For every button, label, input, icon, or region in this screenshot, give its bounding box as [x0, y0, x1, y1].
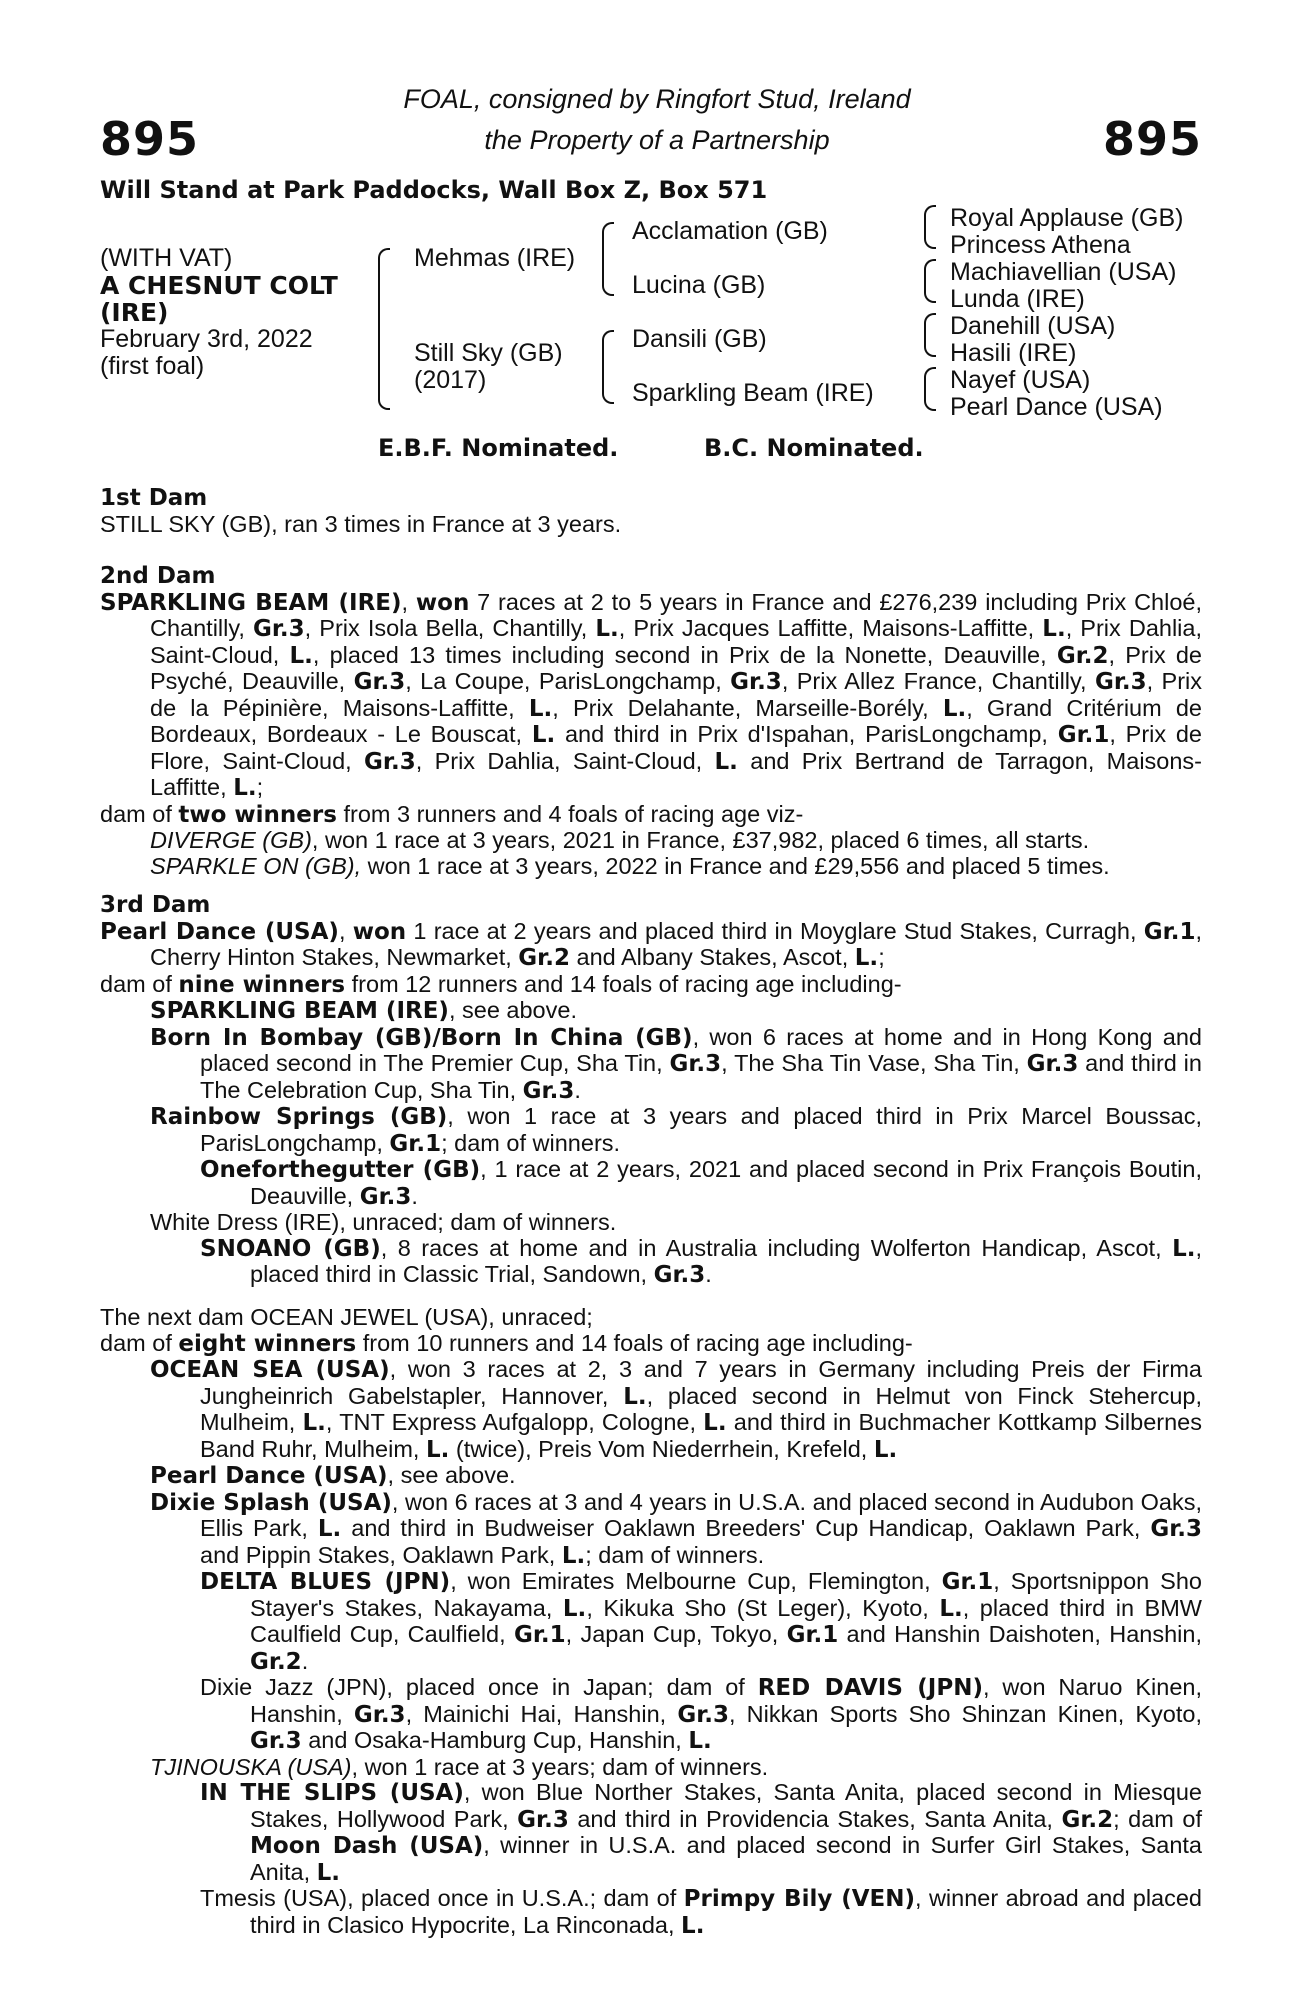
second-dam-heading: 2nd Dam	[100, 563, 216, 589]
produce-sparkling-beam: SPARKLING BEAM (IRE), see above.	[150, 997, 577, 1024]
produce-tmesis: Tmesis (USA), placed once in U.S.A.; dam of Primpy Bily (VEN), winner abroad and placed third in Clasico Hypocrite, La Rinconada, L.	[200, 1885, 1202, 1939]
second-dam-produce-summary: dam of two winners from 3 runners and 4 foals of racing age viz-	[100, 800, 804, 828]
bc-nomination: B.C. Nominated.	[704, 434, 924, 462]
first-dam-section	[100, 486, 1202, 537]
produce-white-dress: White Dress (IRE), unraced; dam of winners.	[150, 1209, 617, 1235]
pedigree-g3-5: Danehill (USA)	[950, 312, 1116, 340]
pedigree-g3-8: Pearl Dance (USA)	[950, 393, 1163, 421]
lot-number-right: 895	[1102, 112, 1202, 166]
produce-tjinouska: TJINOUSKA (USA), won 1 race at 3 years; dam of winners.	[150, 1753, 769, 1780]
produce-in-the-slips: IN THE SLIPS (USA), won Blue Norther Stakes, Santa Anita, placed second in Miesque Stakes, Hollywood Park, Gr.3 and third in Providencia Stakes, Santa Anita, Gr.2; dam of Moon Dash (USA), winner in U.S.A. and placed second in Surfer Girl Stakes, Santa Anita, L.	[200, 1779, 1203, 1886]
pedigree-brace-g3-1	[924, 205, 936, 249]
produce-dixie-splash: Dixie Splash (USA), won 6 races at 3 and 4 years in U.S.A. and placed second in Audubon Oaks, Ellis Park, L. and third in Budweiser Oaklawn Breeders' Cup Handicap, Oaklawn Park, Gr.3 and Pippin Stakes, Oaklawn Park, L.; dam of winners.	[150, 1488, 1202, 1569]
pedigree-grandsire: Acclamation (GB)	[632, 217, 828, 245]
produce-sparkle-on: SPARKLE ON (GB), won 1 race at 3 years, 2022 in France and £29,556 and placed 5 times.	[150, 852, 1110, 879]
second-dam-section	[100, 564, 1202, 879]
produce-pearl-dance: Pearl Dance (USA), see above.	[150, 1462, 516, 1489]
vat-note: (WITH VAT)	[100, 244, 233, 272]
horse-origin: (IRE)	[100, 298, 169, 327]
foaling-date: February 3rd, 2022	[100, 325, 313, 353]
pedigree-dam: Still Sky (GB)	[414, 339, 563, 367]
produce-diverge: DIVERGE (GB), won 1 race at 3 years, 2021 in France, £37,982, placed 6 times, all starts.	[150, 827, 1090, 853]
horse-name: A CHESNUT COLT	[100, 271, 338, 300]
pedigree-granddam-sire-side: Lucina (GB)	[632, 271, 766, 299]
produce-dixie-jazz: Dixie Jazz (JPN), placed once in Japan; dam of RED DAVIS (JPN), won Naruo Kinen, Hanshin, Gr.3, Mainichi Hai, Hanshin, Gr.3, Nikkan Sports Sho Shinzan Kinen, Kyoto, Gr.3 and Osaka-Hamburg Cup, Hanshin, L.	[200, 1674, 1202, 1754]
pedigree-g3-6: Hasili (IRE)	[950, 339, 1077, 367]
pedigree-brace-dam	[602, 330, 614, 404]
pedigree-granddam-dam-side: Sparkling Beam (IRE)	[632, 379, 874, 407]
ebf-nomination: E.B.F. Nominated.	[378, 434, 619, 462]
pedigree-brace-g3-2	[924, 259, 936, 303]
pedigree-sire: Mehmas (IRE)	[414, 244, 576, 272]
consignor-line: FOAL, consigned by Ringfort Stud, Ireland	[403, 84, 911, 114]
pedigree-brace-g3-4	[924, 367, 936, 411]
pedigree-brace-main	[378, 248, 390, 410]
produce-rainbow-springs: Rainbow Springs (GB), won 1 race at 3 years and placed third in Prix Marcel Boussac, ParisLongchamp, Gr.1; dam of winners.	[150, 1103, 1202, 1157]
third-dam-section	[100, 893, 1202, 1289]
lot-number-left: 895	[100, 112, 200, 166]
next-dam-section	[100, 1305, 1202, 1939]
pedigree-damsire: Dansili (GB)	[632, 325, 767, 353]
third-dam-record: Pearl Dance (USA), won 1 race at 2 years and placed third in Moyglare Stud Stakes, Curragh, Gr.1, Cherry Hinton Stakes, Newmarket, Gr.2 and Albany Stakes, Ascot, L.;	[100, 917, 1202, 971]
pedigree-g3-2: Princess Athena	[950, 231, 1131, 259]
third-dam-produce-summary: dam of nine winners from 12 runners and 14 foals of racing age including-	[100, 970, 902, 998]
stand-location: Will Stand at Park Paddocks, Wall Box Z, Box 571	[100, 176, 768, 204]
pedigree-g3-1: Royal Applause (GB)	[950, 204, 1184, 232]
produce-born-in-bombay: Born In Bombay (GB)/Born In China (GB), won 6 races at home and in Hong Kong and placed second in The Premier Cup, Sha Tin, Gr.3, The Sha Tin Vase, Sha Tin, Gr.3 and third in The Celebration Cup, Sha Tin, Gr.3.	[150, 1023, 1202, 1104]
pedigree-g3-7: Nayef (USA)	[950, 366, 1091, 394]
produce-snoano: SNOANO (GB), 8 races at home and in Australia including Wolferton Handicap, Ascot, L., placed third in Classic Trial, Sandown, Gr.3.	[200, 1234, 1203, 1288]
property-line: the Property of a Partnership	[484, 125, 830, 155]
first-dam-text: STILL SKY (GB), ran 3 times in France at 3 years.	[100, 510, 622, 537]
second-dam-record: SPARKLING BEAM (IRE), won 7 races at 2 to 5 years in France and £276,239 including Prix Chloé, Chantilly, Gr.3, Prix Isola Bella, Chantilly, L., Prix Jacques Laffitte, Maisons-Laffitte, L., Prix Dahlia, Saint-Cloud, L., placed 13 times including second in Prix de la Nonette, Deauville, Gr.2, Prix de Psyché, Deauville, Gr.3, La Coupe, ParisLongchamp, Gr.3, Prix Allez France, Chantilly, Gr.3, Prix de la Pépinière, Maisons-Laffitte, L., Prix Delahante, Marseille-Borély, L., Grand Critérium de Bordeaux, Bordeaux - Le Bouscat, L. and third in Prix d'Ispahan, ParisLongchamp, Gr.1, Prix de Flore, Saint-Cloud, Gr.3, Prix Dahlia, Saint-Cloud, L. and Prix Bertrand de Tarragon, Maisons-Laffitte, L.;	[100, 588, 1203, 801]
pedigree-brace-sire	[602, 222, 614, 296]
next-dam-produce-summary: dam of eight winners from 10 runners and 14 foals of racing age including-	[100, 1329, 913, 1357]
first-dam-heading: 1st Dam	[100, 485, 208, 511]
produce-ocean-sea: OCEAN SEA (USA), won 3 races at 2, 3 and 7 years in Germany including Preis der Firma Jungheinrich Gabelstapler, Hannover, L., placed second in Helmut von Finck Stehercup, Mulheim, L., TNT Express Aufgalopp, Cologne, L. and third in Buchmacher Kottkamp Silbernes Band Ruhr, Mulheim, L. (twice), Preis Vom Niederrhein, Krefeld, L.	[150, 1356, 1202, 1463]
pedigree-g3-4: Lunda (IRE)	[950, 285, 1085, 313]
pedigree-dam-year: (2017)	[414, 366, 487, 394]
foal-note: (first foal)	[100, 352, 205, 380]
pedigree-g3-3: Machiavellian (USA)	[950, 258, 1177, 286]
next-dam-intro: The next dam OCEAN JEWEL (USA), unraced;	[100, 1304, 593, 1330]
third-dam-heading: 3rd Dam	[100, 892, 211, 918]
pedigree-brace-g3-3	[924, 313, 936, 357]
produce-delta-blues: DELTA BLUES (JPN), won Emirates Melbourne Cup, Flemington, Gr.1, Sportsnippon Sho Stayer's Stakes, Nakayama, L., Kikuka Sho (St Leger), Kyoto, L., placed third in BMW Caulfield Cup, Caulfield, Gr.1, Japan Cup, Tokyo, Gr.1 and Hanshin Daishoten, Hanshin, Gr.2.	[200, 1568, 1202, 1675]
produce-oneforthegutter: Oneforthegutter (GB), 1 race at 2 years, 2021 and placed second in Prix François Boutin, Deauville, Gr.3.	[200, 1156, 1202, 1210]
